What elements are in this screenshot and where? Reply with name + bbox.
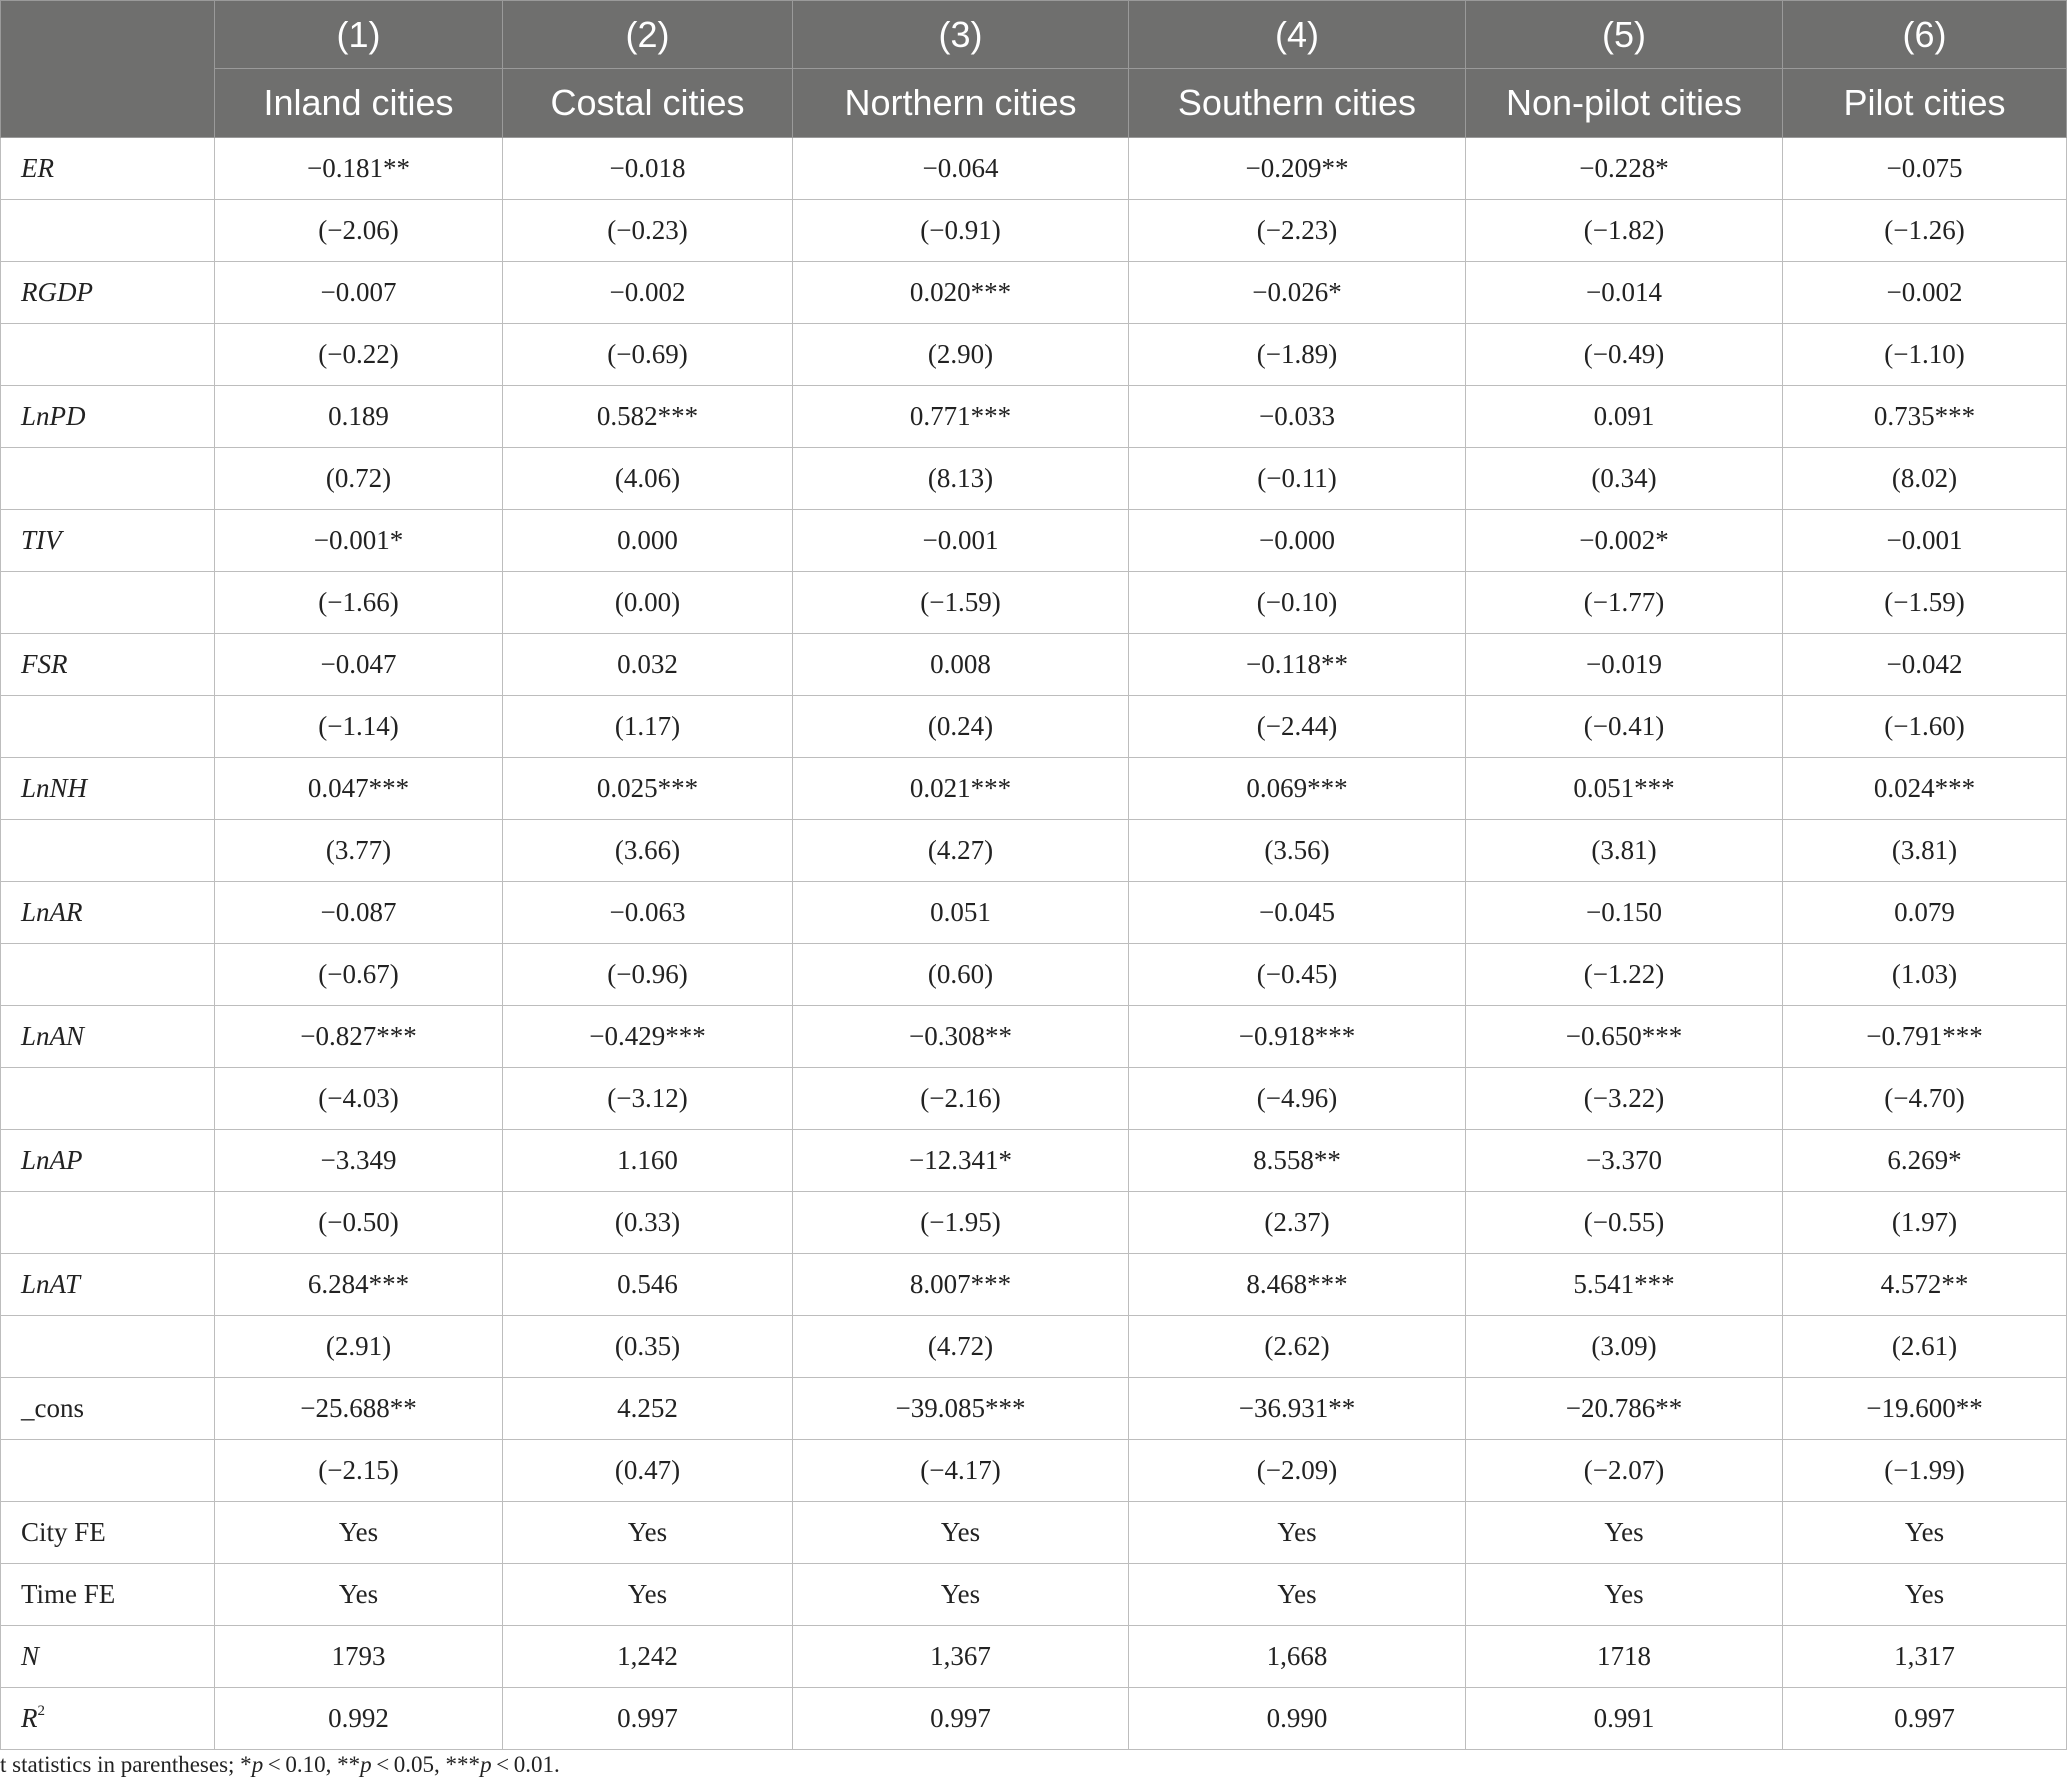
table-cell: (−4.70) [1783, 1068, 2067, 1130]
table-cell: −0.001* [215, 510, 503, 572]
table-cell: 8.558** [1129, 1130, 1466, 1192]
table-cell: 1,317 [1783, 1626, 2067, 1688]
table-cell: (−1.60) [1783, 696, 2067, 758]
table-cell: Yes [215, 1564, 503, 1626]
table-cell: 6.269* [1783, 1130, 2067, 1192]
tstat-row [1, 200, 2067, 262]
table-cell: (−2.23) [1129, 200, 1466, 262]
table-cell: (1.03) [1783, 944, 2067, 1006]
column-group: Northern cities [793, 69, 1129, 138]
column-group: Costal cities [503, 69, 793, 138]
table-cell: 4.252 [503, 1378, 793, 1440]
table-cell: −0.002* [1466, 510, 1783, 572]
table-cell: 0.992 [215, 1688, 503, 1750]
table-footnote [0, 1752, 560, 1778]
footnote-text: t statistics in parentheses; * [0, 1752, 252, 1777]
row-label-text: R [21, 1703, 38, 1733]
table-cell: (0.24) [793, 696, 1129, 758]
table-cell: 0.582*** [503, 386, 793, 448]
row-label-text: LnAT [21, 1269, 81, 1299]
row-label-text: N [21, 1641, 40, 1671]
table-cell: (0.35) [503, 1316, 793, 1378]
table-cell: (−1.99) [1783, 1440, 2067, 1502]
table-cell: (−0.10) [1129, 572, 1466, 634]
coef-row [1, 882, 2067, 944]
table-cell: −3.349 [215, 1130, 503, 1192]
table-cell: (−2.16) [793, 1068, 1129, 1130]
row-label-text: City FE [21, 1517, 106, 1547]
column-group: Southern cities [1129, 69, 1466, 138]
table-cell: (−1.26) [1783, 200, 2067, 262]
table-cell: 1,668 [1129, 1626, 1466, 1688]
row-label-text: TIV [21, 525, 62, 555]
table-cell: (0.00) [503, 572, 793, 634]
table-cell: 5.541*** [1466, 1254, 1783, 1316]
table-cell: (8.02) [1783, 448, 2067, 510]
table-cell: 0.000 [503, 510, 793, 572]
tstat-row [1, 1192, 2067, 1254]
summary-row [1, 1564, 2067, 1626]
coef-row [1, 510, 2067, 572]
coef-row [1, 758, 2067, 820]
row-label [1, 200, 215, 262]
coef-row [1, 386, 2067, 448]
table-cell: 0.051 [793, 882, 1129, 944]
table-cell: 0.024*** [1783, 758, 2067, 820]
row-label [1, 1688, 215, 1750]
row-label [1, 386, 215, 448]
table-cell: −0.001 [1783, 510, 2067, 572]
row-label-text: RGDP [21, 277, 93, 307]
row-label [1, 1626, 215, 1688]
table-cell: (−0.11) [1129, 448, 1466, 510]
column-group: Non-pilot cities [1466, 69, 1783, 138]
table-cell: −0.918*** [1129, 1006, 1466, 1068]
table-cell: −3.370 [1466, 1130, 1783, 1192]
row-label [1, 1378, 215, 1440]
table-cell: (4.27) [793, 820, 1129, 882]
table-cell: (2.90) [793, 324, 1129, 386]
table-cell: Yes [215, 1502, 503, 1564]
row-label [1, 1192, 215, 1254]
table-cell: 4.572** [1783, 1254, 2067, 1316]
table-cell: 1793 [215, 1626, 503, 1688]
row-label [1, 1130, 215, 1192]
table-cell: (0.47) [503, 1440, 793, 1502]
table-cell: −0.087 [215, 882, 503, 944]
table-cell: −0.033 [1129, 386, 1466, 448]
table-cell: (3.09) [1466, 1316, 1783, 1378]
table-cell: −0.019 [1466, 634, 1783, 696]
table-cell: (−1.59) [793, 572, 1129, 634]
table-cell: 8.468*** [1129, 1254, 1466, 1316]
table-cell: −0.026* [1129, 262, 1466, 324]
row-label [1, 1502, 215, 1564]
table-cell: (3.81) [1466, 820, 1783, 882]
table-cell: (2.62) [1129, 1316, 1466, 1378]
table-cell: −0.429*** [503, 1006, 793, 1068]
row-label [1, 1440, 215, 1502]
table-cell: (−0.91) [793, 200, 1129, 262]
table-cell: −0.181** [215, 138, 503, 200]
tstat-row [1, 944, 2067, 1006]
column-number: (3) [793, 1, 1129, 69]
row-label [1, 820, 215, 882]
footnote-p: p [251, 1752, 264, 1777]
table-cell: 0.991 [1466, 1688, 1783, 1750]
table-cell: (1.17) [503, 696, 793, 758]
row-label [1, 448, 215, 510]
table-header [1, 1, 2067, 138]
table-cell: Yes [1129, 1502, 1466, 1564]
coef-row [1, 1254, 2067, 1316]
table-cell: (−2.09) [1129, 1440, 1466, 1502]
table-cell: Yes [1129, 1564, 1466, 1626]
table-cell: −19.600** [1783, 1378, 2067, 1440]
table-cell: −0.228* [1466, 138, 1783, 200]
table-cell: (−1.14) [215, 696, 503, 758]
table-cell: (−1.10) [1783, 324, 2067, 386]
table-cell: (4.72) [793, 1316, 1129, 1378]
table-cell: −0.075 [1783, 138, 2067, 200]
header-row-numbers [1, 1, 2067, 69]
row-label-text: LnAN [21, 1021, 85, 1051]
table-cell: (−1.66) [215, 572, 503, 634]
table-cell: −25.688** [215, 1378, 503, 1440]
coef-row [1, 1006, 2067, 1068]
table-cell: (0.72) [215, 448, 503, 510]
table-cell: (4.06) [503, 448, 793, 510]
row-label [1, 1254, 215, 1316]
table-cell: −0.063 [503, 882, 793, 944]
table-cell: Yes [503, 1564, 793, 1626]
table-cell: 0.069*** [1129, 758, 1466, 820]
row-label [1, 882, 215, 944]
table-cell: Yes [793, 1502, 1129, 1564]
footnote-text: < 0.05, *** [371, 1752, 481, 1777]
table-cell: (−0.96) [503, 944, 793, 1006]
table-cell: Yes [1783, 1502, 2067, 1564]
superscript: 2 [37, 1703, 45, 1719]
row-label-text: ER [21, 153, 54, 183]
table-cell: (−2.07) [1466, 1440, 1783, 1502]
table-cell: 0.021*** [793, 758, 1129, 820]
row-label [1, 1068, 215, 1130]
table-cell: (−0.69) [503, 324, 793, 386]
footnote-p: p [480, 1752, 492, 1777]
tstat-row [1, 324, 2067, 386]
tstat-row [1, 1068, 2067, 1130]
table-cell: −0.001 [793, 510, 1129, 572]
table-cell: (−1.59) [1783, 572, 2067, 634]
table-cell: 0.051*** [1466, 758, 1783, 820]
tstat-row [1, 696, 2067, 758]
table-cell: (−0.55) [1466, 1192, 1783, 1254]
footnote-p: p [360, 1752, 372, 1777]
tstat-row [1, 1316, 2067, 1378]
row-label [1, 1564, 215, 1626]
table-cell: (2.91) [215, 1316, 503, 1378]
table-cell: −0.007 [215, 262, 503, 324]
column-number: (1) [215, 1, 503, 69]
table-cell: −0.045 [1129, 882, 1466, 944]
table-cell: −0.791*** [1783, 1006, 2067, 1068]
table-cell: (−3.12) [503, 1068, 793, 1130]
table-cell: Yes [1783, 1564, 2067, 1626]
table-cell: 0.771*** [793, 386, 1129, 448]
table-cell: (−1.89) [1129, 324, 1466, 386]
table-cell: −0.000 [1129, 510, 1466, 572]
row-label-text: Time FE [21, 1579, 116, 1609]
table-cell: 0.990 [1129, 1688, 1466, 1750]
table-cell: −20.786** [1466, 1378, 1783, 1440]
column-number: (2) [503, 1, 793, 69]
table-cell: −36.931** [1129, 1378, 1466, 1440]
table-cell: 1.160 [503, 1130, 793, 1192]
table-cell: −0.047 [215, 634, 503, 696]
table-cell: −0.827*** [215, 1006, 503, 1068]
table-cell: −0.042 [1783, 634, 2067, 696]
row-label-text: LnPD [21, 401, 86, 431]
table-cell: (3.66) [503, 820, 793, 882]
column-number: (5) [1466, 1, 1783, 69]
row-label [1, 510, 215, 572]
table-cell: Yes [793, 1564, 1129, 1626]
table-cell: (2.37) [1129, 1192, 1466, 1254]
table-cell: (−2.15) [215, 1440, 503, 1502]
table-cell: 0.020*** [793, 262, 1129, 324]
table-cell: (−0.22) [215, 324, 503, 386]
table-cell: 1,242 [503, 1626, 793, 1688]
table-cell: (−4.17) [793, 1440, 1129, 1502]
table-cell: (−2.44) [1129, 696, 1466, 758]
table-cell: (−1.77) [1466, 572, 1783, 634]
row-label-text: LnAP [21, 1145, 83, 1175]
table-cell: −39.085*** [793, 1378, 1129, 1440]
row-label [1, 696, 215, 758]
header-corner [1, 1, 215, 138]
table-cell: −0.002 [1783, 262, 2067, 324]
table-cell: (−1.82) [1466, 200, 1783, 262]
table-cell: −0.308** [793, 1006, 1129, 1068]
row-label [1, 572, 215, 634]
table-cell: 0.546 [503, 1254, 793, 1316]
footnote-text: < 0.01. [491, 1752, 560, 1777]
table-cell: (−4.96) [1129, 1068, 1466, 1130]
table-cell: (8.13) [793, 448, 1129, 510]
table-cell: (−0.50) [215, 1192, 503, 1254]
table-cell: 0.025*** [503, 758, 793, 820]
column-group: Inland cities [215, 69, 503, 138]
table-cell: 0.079 [1783, 882, 2067, 944]
table-cell: (3.77) [215, 820, 503, 882]
row-label [1, 634, 215, 696]
table-cell: 0.735*** [1783, 386, 2067, 448]
table-cell: 1,367 [793, 1626, 1129, 1688]
table-cell: −0.150 [1466, 882, 1783, 944]
table-cell: −0.209** [1129, 138, 1466, 200]
row-label [1, 324, 215, 386]
table-cell: (−1.95) [793, 1192, 1129, 1254]
table-cell: 0.047*** [215, 758, 503, 820]
table-cell: (3.81) [1783, 820, 2067, 882]
table-cell: 0.997 [503, 1688, 793, 1750]
table-cell: (0.60) [793, 944, 1129, 1006]
tstat-row [1, 448, 2067, 510]
table-cell: (−0.49) [1466, 324, 1783, 386]
table-cell: −0.002 [503, 262, 793, 324]
summary-row [1, 1626, 2067, 1688]
table-cell: −0.014 [1466, 262, 1783, 324]
column-group: Pilot cities [1783, 69, 2067, 138]
table-cell: Yes [503, 1502, 793, 1564]
summary-row [1, 1688, 2067, 1750]
coef-row [1, 1378, 2067, 1440]
table-body [1, 138, 2067, 1750]
table-cell: Yes [1466, 1502, 1783, 1564]
table-cell: (−0.67) [215, 944, 503, 1006]
row-label-text: LnAR [21, 897, 83, 927]
header-row-groups [1, 69, 2067, 138]
row-label [1, 138, 215, 200]
table-cell: 0.032 [503, 634, 793, 696]
table-cell: −0.118** [1129, 634, 1466, 696]
table-cell: 0.008 [793, 634, 1129, 696]
table-cell: 0.997 [1783, 1688, 2067, 1750]
table-cell: 6.284*** [215, 1254, 503, 1316]
tstat-row [1, 572, 2067, 634]
row-label-text: _cons [21, 1393, 84, 1423]
table-cell: (−3.22) [1466, 1068, 1783, 1130]
table-cell: −0.018 [503, 138, 793, 200]
table-cell: (2.61) [1783, 1316, 2067, 1378]
table-cell: (−0.45) [1129, 944, 1466, 1006]
table-cell: (0.34) [1466, 448, 1783, 510]
row-label-text: LnNH [21, 773, 88, 803]
row-label [1, 1006, 215, 1068]
table-cell: (−0.23) [503, 200, 793, 262]
table-cell: (−0.41) [1466, 696, 1783, 758]
table-cell: (0.33) [503, 1192, 793, 1254]
row-label [1, 1316, 215, 1378]
tstat-row [1, 820, 2067, 882]
row-label-text: FSR [21, 649, 68, 679]
table-cell: Yes [1466, 1564, 1783, 1626]
coef-row [1, 138, 2067, 200]
table-cell: (−2.06) [215, 200, 503, 262]
coef-row [1, 634, 2067, 696]
row-label [1, 758, 215, 820]
table-cell: (−4.03) [215, 1068, 503, 1130]
column-number: (6) [1783, 1, 2067, 69]
table-cell: 0.997 [793, 1688, 1129, 1750]
table-cell: (1.97) [1783, 1192, 2067, 1254]
row-label [1, 944, 215, 1006]
table-cell: 0.091 [1466, 386, 1783, 448]
table-cell: −12.341* [793, 1130, 1129, 1192]
row-label [1, 262, 215, 324]
footnote-text: < 0.10, ** [263, 1752, 361, 1777]
table-cell: (3.56) [1129, 820, 1466, 882]
table-cell: 8.007*** [793, 1254, 1129, 1316]
table-cell: 0.189 [215, 386, 503, 448]
column-number: (4) [1129, 1, 1466, 69]
table-cell: −0.064 [793, 138, 1129, 200]
table-cell: 1718 [1466, 1626, 1783, 1688]
summary-row [1, 1502, 2067, 1564]
coef-row [1, 1130, 2067, 1192]
table-cell: −0.650*** [1466, 1006, 1783, 1068]
tstat-row [1, 1440, 2067, 1502]
coef-row [1, 262, 2067, 324]
table-cell: (−1.22) [1466, 944, 1783, 1006]
